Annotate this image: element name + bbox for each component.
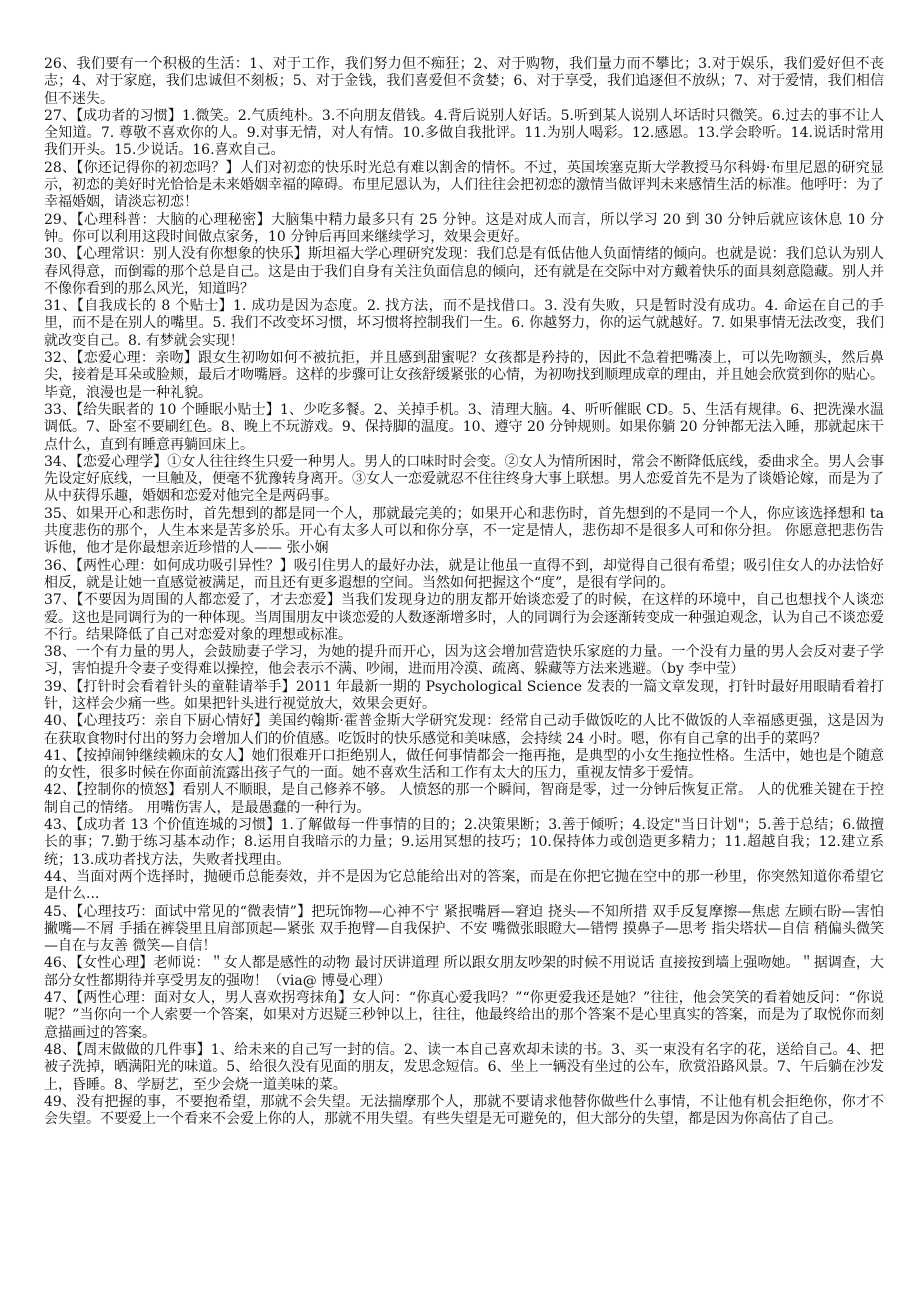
entry-number: 39	[44, 678, 62, 695]
entry-number: 34	[44, 453, 62, 470]
entry-text: 、没有把握的事，不要抱希望，那就不会失望。无法揣摩那个人，那就不要请求他替你做些什么事情，不让他有机会拒绝你，你才不会失望。不要爱上一个看来不会爱上你的人，那就不用失望。有些失望是无可避免的，但大部分的失望，都是因为你高估了自己。	[44, 1093, 884, 1128]
entry-text: 、【按掉闹钟继续赖床的女人】她们很难开口拒绝别人，做任何事情都会一拖再拖，是典型的小女生拖拉性格。生活中，她也是个随意的女性，很多时候在你面前流露出孩子气的一面。她不喜欢生活和工作有太大的压力，重视友情多于爱情。	[44, 747, 884, 782]
entry-number: 29	[44, 211, 62, 228]
entry-number: 27	[44, 107, 62, 124]
entry-item	[44, 955, 884, 990]
entry-item	[44, 558, 884, 593]
entry-item	[44, 990, 884, 1042]
entry-number: 41	[44, 747, 62, 764]
entry-item	[44, 108, 884, 160]
entry-list	[44, 56, 884, 1128]
entry-text: 、【成功者的习惯】1.微笑。2.气质纯朴。3.不向朋友借钱。4.背后说别人好话。5.听到某人说别人坏话时只微笑。6.过去的事不让人全知道。7. 尊敬不喜欢你的人。9.对事无情，对人有情。10.多做自我批评。11.为别人喝彩。12.感恩。13.学会聆听。14.说话时常用我们开头。15.少说话。16.喜欢自己。	[44, 107, 884, 159]
entry-text: 、【成功者 13 个价值连城的习惯】1.了解做每一件事情的目的；2.决策果断；3.善于倾听；4.设定"当日计划"；5.善于总结；6.做擅长的事；7.勤于练习基本动作；8.运用自我暗示的力量；9.运用冥想的技巧；10.保持体力或创造更多精力；11.超越自我；12.建立系统；13.成功者找方法，失败者找理由。	[44, 817, 884, 868]
entry-number: 28	[44, 159, 62, 176]
entry-item	[44, 160, 884, 212]
entry-item	[44, 402, 884, 454]
entry-number: 26	[44, 56, 62, 72]
entry-text: 、【你还记得你的初恋吗？】人们对初恋的快乐时光总有难以割舍的情怀。不过，英国埃塞克斯大学教授马尔科姆·布里尼恩的研究显示，初恋的美好时光恰恰是未来婚姻幸福的障碍。布里尼恩认为，人们往往会把初恋的激情当做评判未来感情生活的标准。他呼吁：为了幸福婚姻，请淡忘初恋！	[44, 159, 884, 211]
entry-item	[44, 212, 884, 247]
entry-text: 、【心理技巧：亲自下厨心情好】美国约翰斯·霍普金斯大学研究发现：经常自己动手做饭吃的人比不做饭的人幸福感更强，这是因为在获取食物时付出的努力会增加人们的价值感。吃饭时的快乐感觉和美味感，会持续 24 小时。嗯，你有自己拿的出手的菜吗？	[44, 713, 884, 747]
entry-text: 、如果开心和悲伤时，首先想到的都是同一个人，那就最完美的；如果开心和悲伤时，首先想到的不是同一个人，你应该选择想和 ta 共度悲伤的那个，人生本来是苦多於乐。开心有太多人可以和你分享，不一定是情人，悲伤却不是很多人可和你分担。 你愿意把悲伤告诉他，他才是你最想亲近珍惜的人—— 张小娴	[44, 505, 884, 557]
entry-number: 40	[44, 713, 62, 730]
entry-number: 49	[44, 1093, 62, 1110]
entry-number: 46	[44, 955, 62, 972]
entry-text: 、【两性心理：如何成功吸引异性？】吸引住男人的最好办法，就是让他虽一直得不到，却觉得自己很有希望；吸引住女人的办法恰好相反，就是让她一直感觉被满足，而且还有更多遐想的空间。当然如何把握这个“度”，是很有学问的。	[44, 557, 884, 591]
entry-text: 、【心理常识：别人没有你想象的快乐】斯坦福大学心理研究发现：我们总是有低估他人负面情绪的倾向。也就是说：我们总认为别人春风得意，而倒霉的那个总是自己。这是由于我们自身有关注负面信息的倾向，还有就是在交际中对方戴着快乐的面具刻意隐藏。别人并不像你看到的那么风光，知道吗？	[44, 246, 884, 297]
entry-text: 、【恋爱心理：亲吻】跟女生初吻如何不被抗拒，并且感到甜蜜呢？女孩都是矜持的，因此不急着把嘴凑上，可以先吻额头，然后鼻尖，接着是耳朵或脸颊，最后才吻嘴唇。这样的步骤可让女孩舒缓紧张的心情，为初吻找到顺理成章的理由，并且她会欣赏到你的贴心。毕竟，浪漫也是一种礼貌。	[44, 350, 884, 401]
entry-text: 、【两性心理：面对女人，男人喜欢拐弯抹角】女人问：“你真心爱我吗？”“你更爱我还是她？”往往，他会笑笑的看着她反问：“你说呢？”当你向一个人索要一个答案，如果对方迟疑三秒钟以上，往往，他最终给出的那个答案不是心里真实的答案，而是为了取悦你而刻意描画过的答案。	[44, 990, 884, 1041]
entry-number: 45	[44, 903, 62, 920]
entry-number: 33	[44, 401, 62, 418]
entry-item	[44, 454, 884, 506]
entry-number: 44	[44, 868, 62, 885]
entry-item	[44, 713, 884, 748]
entry-item	[44, 506, 884, 558]
entry-item	[44, 869, 884, 904]
entry-text: 、【自我成长的 8 个贴士】1. 成功是因为态度。2. 找方法，而不是找借口。3. 没有失败，只是暂时没有成功。4. 命运在自己的手里，而不是在别人的嘴里。5. 我们不改变坏习惯，坏习惯将控制我们一生。6. 你越努力，你的运气就越好。7. 如果事情无法改变，我们就改变自己。8. 有梦就会实现！	[44, 298, 884, 349]
entry-text: 、【周末做做的几件事】1、给未来的自己写一封的信。2、读一本自己喜欢却未读的书。3、买一束没有名字的花，送给自己。4、把被子洗掉，晒满阳光的味道。5、给很久没有见面的朋友，发思念短信。6、坐上一辆没有坐过的公车，欣赏沿路风景。7、午后躺在沙发上，昏睡。8、学厨艺，至少会烧一道美味的菜。	[44, 1041, 884, 1093]
entry-text: 、【给失眠者的 10 个睡眠小贴士】1、少吃多餐。2、关掉手机。3、清理大脑。4、听听催眠 CD。5、生活有规律。6、把洗澡水温调低。7、卧室不要刷红色。8、晚上不玩游戏。9、保持脚的温度。10、遵守 20 分钟规则。如果你躺 20 分钟都无法入睡，那就起床干点什么，直到有睡意再躺回床上。	[44, 401, 884, 453]
entry-item	[44, 904, 884, 956]
entry-number: 48	[44, 1041, 62, 1058]
entry-number: 32	[44, 350, 62, 367]
entry-number: 42	[44, 782, 62, 799]
entry-number: 43	[44, 817, 62, 834]
entry-item	[44, 1042, 884, 1094]
entry-item	[44, 679, 884, 714]
entry-number: 37	[44, 592, 62, 609]
entry-number: 35	[44, 505, 62, 522]
entry-text: 、【恋爱心理学】①女人往往终生只爱一种男人。男人的口味时时会变。②女人为情所困时，常会不断降低底线，委曲求全。男人会事先设定好底线，一旦触及，便毫不犹豫转身离开。③女人一恋爱就忍不住往终身大事上联想。男人恋爱首先不是为了谈婚论嫁，而是为了从中获得乐趣，婚姻和恋爱对他完全是两码事。	[44, 453, 884, 505]
entry-number: 47	[44, 990, 62, 1007]
entry-item	[44, 56, 884, 108]
entry-item	[44, 350, 884, 402]
entry-text: 、【女性心理】老师说：＂女人都是感性的动物 最讨厌讲道理 所以跟女朋友吵架的时候不用说话 直接按到墙上强吻她。＂据调查，大部分女性都期待并享受男友的强吻！（via@ 博曼心理）	[44, 955, 884, 989]
entry-text: 、我们要有一个积极的生活：1、对于工作，我们努力但不痴狂；2、对于购物，我们量力而不攀比；3.对于娱乐，我们爱好但不丧志；4、对于家庭，我们忠诚但不刻板；5、对于金钱，我们喜爱但不贪婪；6、对于享受，我们追逐但不放纵；7、对于爱情，我们相信但不迷失。	[44, 56, 884, 107]
entry-item	[44, 782, 884, 817]
entry-number: 30	[44, 246, 62, 263]
entry-text: 、【不要因为周围的人都恋爱了，才去恋爱】当我们发现身边的朋友都开始谈恋爱了的时候，在这样的环境中，自己也想找个人谈恋爱。这也是同调行为的一种体现。当周围朋友中谈恋爱的人数逐渐增多时，人的同调行为会逐渐转变成一种强迫观念，认为自己不谈恋爱不行。结果降低了自己对恋爱对象的理想或标准。	[44, 592, 884, 643]
entry-number: 31	[44, 298, 62, 315]
entry-item	[44, 817, 884, 869]
entry-item	[44, 748, 884, 783]
entry-text: 、当面对两个选择时，抛硬币总能奏效，并不是因为它总能给出对的答案，而是在你把它抛在空中的那一秒里，你突然知道你希望它是什么...	[44, 868, 884, 903]
entry-text: 、【心理科普：大脑的心理秘密】大脑集中精力最多只有 25 分钟。这是对成人而言，所以学习 20 到 30 分钟后就应该休息 10 分钟。你可以利用这段时间做点家务，10 分钟后再回来继续学习，效果会更好。	[44, 211, 884, 245]
entry-item	[44, 1094, 884, 1129]
entry-item	[44, 644, 884, 679]
entry-text: 、【打针时会看着针头的童鞋请举手】2011 年最新一期的 Psychological Science 发表的一篇文章发现，打针时最好用眼睛看着打针，这样会少痛一些。如果把针头进行视觉放大，效果会更好。	[44, 678, 884, 712]
entry-text: 、【控制你的愤怒】看别人不顺眼，是自己修养不够。 人愤怒的那一个瞬间，智商是零，过一分钟后恢复正常。 人的优雅关键在于控制自己的情绪。 用嘴伤害人，是最愚蠢的一种行为。	[44, 782, 884, 816]
entry-text: 、一个有力量的男人，会鼓励妻子学习，为她的提升而开心，因为这会增加营造快乐家庭的力量。一个没有力量的男人会反对妻子学习，害怕提升令妻子变得难以操控，他会表示不满、吵闹，进而用冷漠、疏离、躲藏等方法来逃避。（by 李中莹）	[44, 644, 884, 678]
entry-item	[44, 246, 884, 298]
entry-number: 36	[44, 557, 62, 574]
entry-number: 38	[44, 644, 62, 661]
entry-item	[44, 592, 884, 644]
entry-item	[44, 298, 884, 350]
entry-text: 、【心理技巧：面试中常见的“微表情”】把玩饰物—心神不宁 紧抿嘴唇—窘迫 挠头—不知所措 双手反复摩擦—焦虑 左顾右盼—害怕 撇嘴—不屑 手插在裤袋里且肩部顶起—紧张 双手抱臂—自我保护、不安 嘴微张眼瞪大—错愕 摸鼻子—思考 指尖塔状—自信 稍偏头微笑—自在与友善 微笑—自信！	[44, 903, 884, 955]
